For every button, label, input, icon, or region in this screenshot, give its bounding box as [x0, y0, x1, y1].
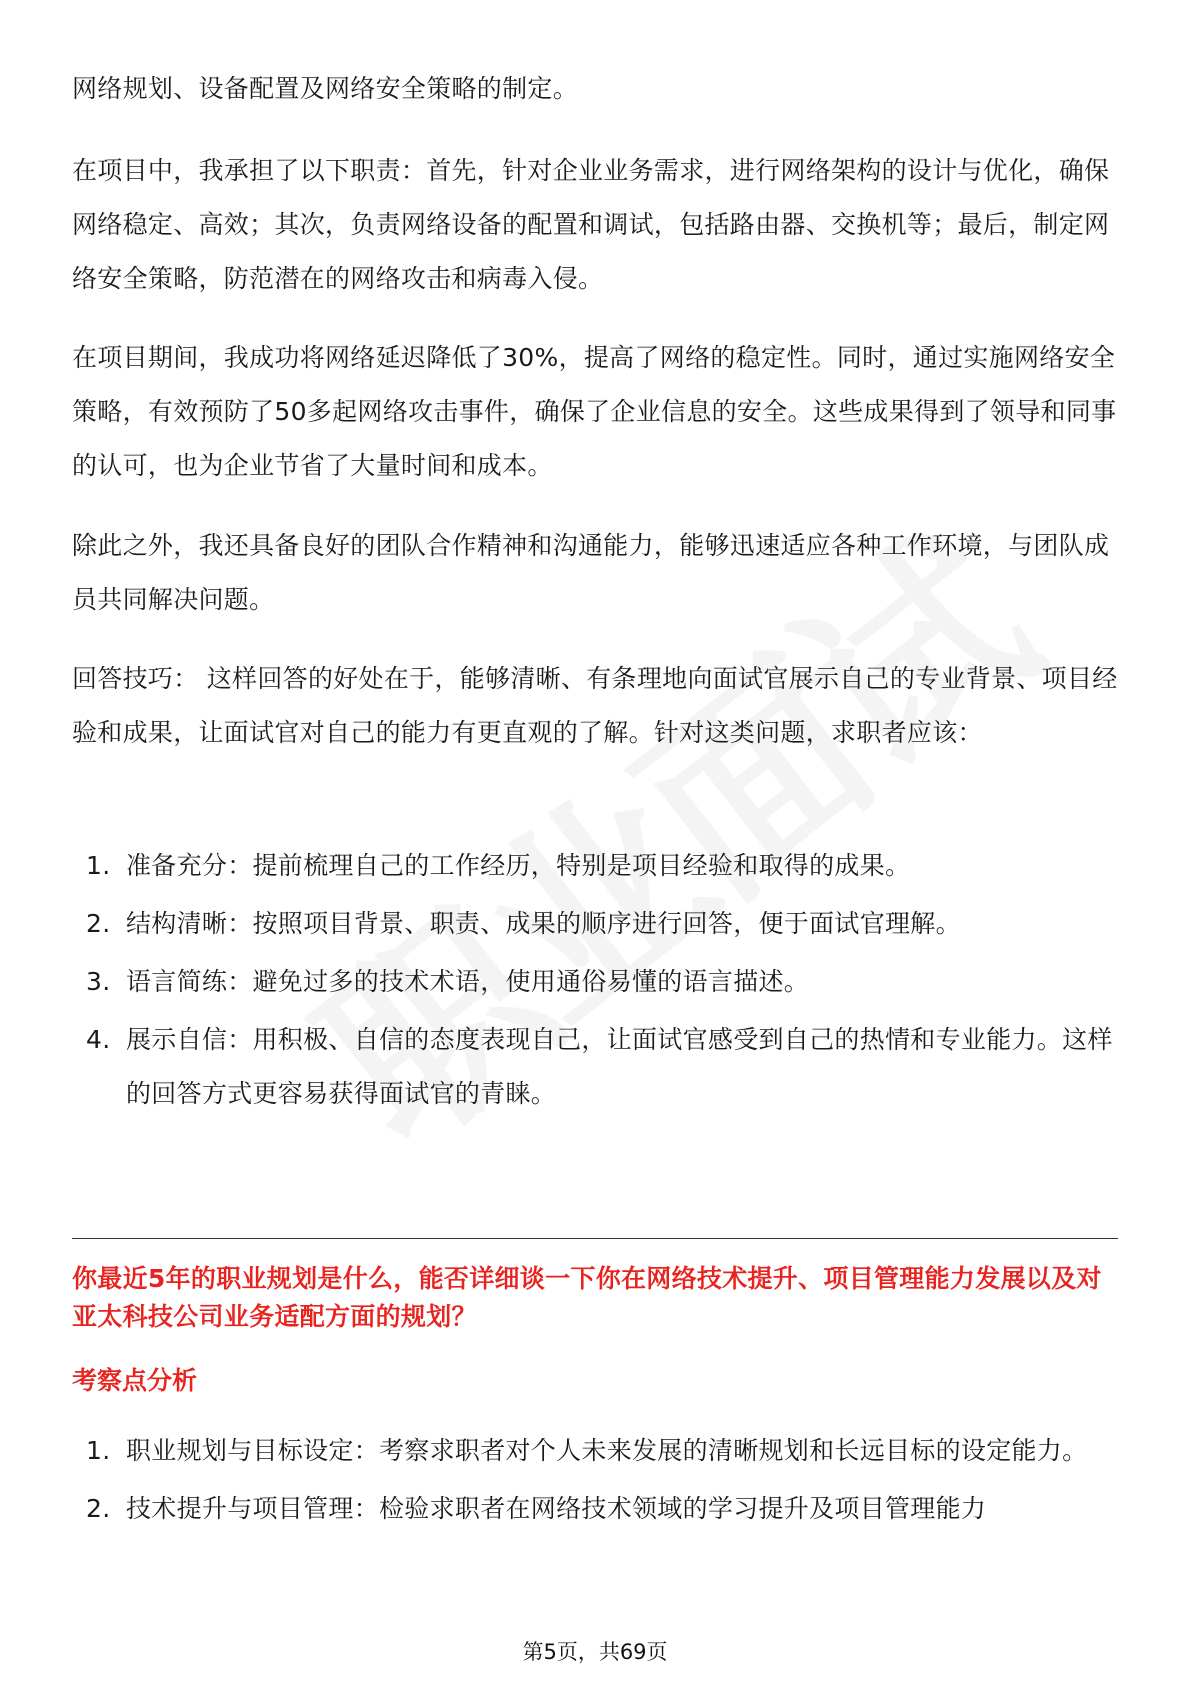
paragraph-answer-tips: 回答技巧： 这样回答的好处在于，能够清晰、有条理地向面试官展示自己的专业背景、项目经验和成果，让面试官对自己的能力有更直观的了解。针对这类问题，求职者应该：	[72, 664, 1118, 747]
list-item-text: 职业规划与目标设定：考察求职者对个人未来发展的清晰规划和长远目标的设定能力。	[126, 1436, 1088, 1465]
list-item	[72, 1424, 1118, 1478]
list-item-number: 2.	[86, 1494, 111, 1523]
list-item-number: 2.	[86, 909, 111, 938]
tips-list	[72, 839, 1118, 1125]
list-item	[72, 1013, 1118, 1121]
paragraph-teamwork: 除此之外，我还具备良好的团队合作精神和沟通能力，能够迅速适应各种工作环境，与团队成员共同解决问题。	[72, 531, 1110, 614]
list-item-number: 1.	[86, 1436, 111, 1465]
list-item-text: 技术提升与项目管理：检验求职者在网络技术领域的学习提升及项目管理能力	[126, 1494, 987, 1523]
list-item	[72, 897, 1118, 951]
list-item-text: 准备充分：提前梳理自己的工作经历，特别是项目经验和取得的成果。	[126, 851, 911, 880]
list-item	[72, 839, 1118, 893]
list-item-number: 1.	[86, 851, 111, 880]
paragraph-responsibilities: 在项目中，我承担了以下职责：首先，针对企业业务需求，进行网络架构的设计与优化，确保网络稳定、高效；其次，负责网络设备的配置和调试，包括路由器、交换机等；最后，制定网络安全策略，防范潜在的网络攻击和病毒入侵。	[72, 156, 1110, 293]
paragraph-intro-continuation: 网络规划、设备配置及网络安全策略的制定。	[72, 74, 579, 103]
list-item-text: 语言简练：避免过多的技术术语，使用通俗易懂的语言描述。	[126, 967, 810, 996]
list-item-text: 展示自信：用积极、自信的态度表现自己，让面试官感受到自己的热情和专业能力。这样的回答方式更容易获得面试官的青睐。	[126, 1025, 1113, 1108]
paragraph-achievements: 在项目期间，我成功将网络延迟降低了30%，提高了网络的稳定性。同时，通过实施网络安全策略，有效预防了50多起网络攻击事件，确保了企业信息的安全。这些成果得到了领导和同事的认可，也为企业节省了大量时间和成本。	[72, 343, 1117, 480]
section-divider	[72, 1238, 1118, 1239]
list-item	[72, 955, 1118, 1009]
page-footer: 第5页，共69页	[522, 1640, 668, 1664]
list-item-number: 3.	[86, 967, 111, 996]
interview-question: 你最近5年的职业规划是什么，能否详细谈一下你在网络技术提升、项目管理能力发展以及对亚太科技公司业务适配方面的规划？	[72, 1264, 1102, 1331]
analysis-list	[72, 1424, 1118, 1540]
list-item-text: 结构清晰：按照项目背景、职责、成果的顺序进行回答，便于面试官理解。	[126, 909, 961, 938]
section-title: 考察点分析	[72, 1366, 198, 1395]
list-item-number: 4.	[86, 1025, 111, 1054]
list-item	[72, 1482, 1118, 1536]
